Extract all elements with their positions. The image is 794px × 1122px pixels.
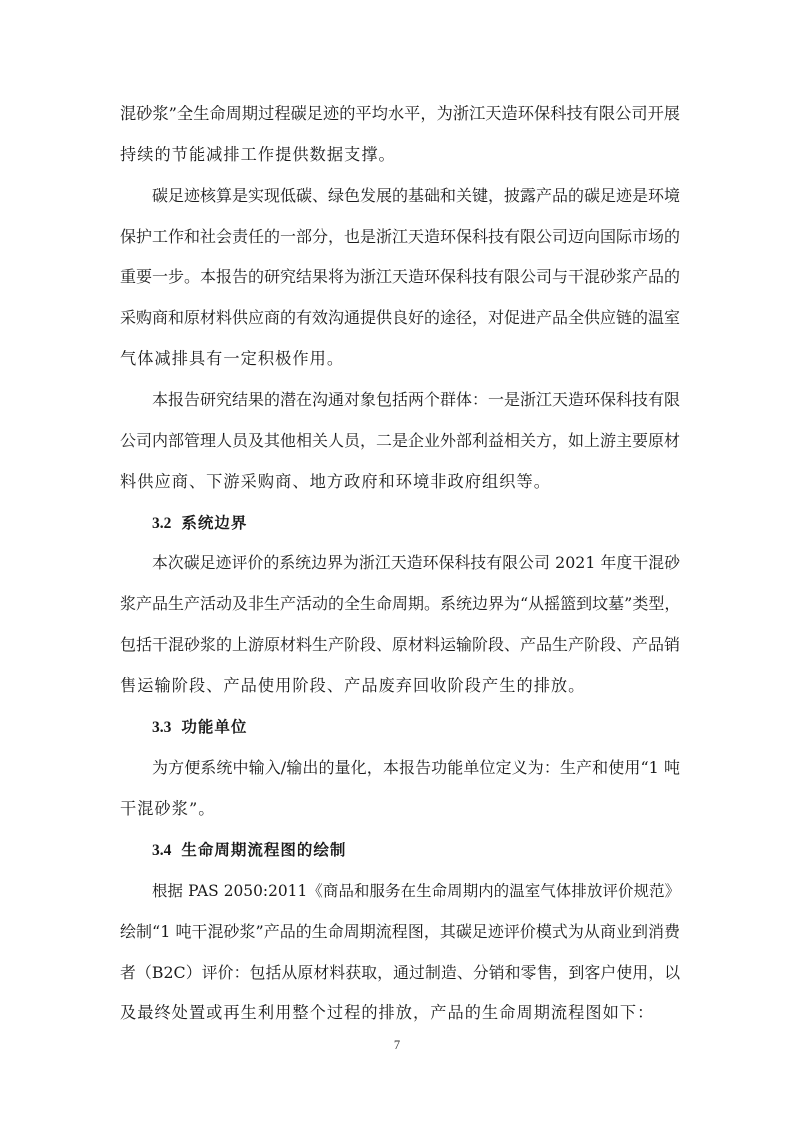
- section-3-2-number: 3.2: [152, 515, 172, 532]
- paragraph-3-line-1: 本报告研究结果的潜在沟通对象包括两个群体：一是浙江天造环保科技有限: [152, 390, 681, 409]
- section-3-3-line-1: 为方便系统中输入/输出的量化，本报告功能单位定义为：生产和使用“1 吨: [152, 758, 680, 777]
- section-3-2-heading: [152, 513, 247, 534]
- section-3-2-line-4: 售运输阶段、产品使用阶段、产品废弃回收阶段产生的排放。: [120, 676, 586, 695]
- section-3-4-number: 3.4: [152, 842, 172, 859]
- paragraph-2-line-5: 气体减排具有一定积极作用。: [120, 349, 345, 368]
- paragraph-2-line-4: 采购商和原材料供应商的有效沟通提供良好的途径，对促进产品全供应链的温室: [120, 308, 681, 327]
- section-3-2-line-1: 本次碳足迹评价的系统边界为浙江天造环保科技有限公司 2021 年度干混砂: [152, 553, 680, 572]
- paragraph-1-line-2: 持续的节能减排工作提供数据支撑。: [120, 145, 396, 164]
- paragraph-3-line-2: 公司内部管理人员及其他相关人员，二是企业外部利益相关方，如上游主要原材: [120, 431, 681, 450]
- paragraph-2-line-2: 保护工作和社会责任的一部分，也是浙江天造环保科技有限公司迈向国际市场的: [120, 227, 681, 246]
- page-number: 7: [393, 1038, 401, 1052]
- section-3-3-line-2: 干混砂浆”。: [120, 799, 216, 818]
- paragraph-2-line-3: 重要一步。本报告的研究结果将为浙江天造环保科技有限公司与干混砂浆产品的: [120, 267, 681, 286]
- paragraph-2-line-1: 碳足迹核算是实现低碳、绿色发展的基础和关键，披露产品的碳足迹是环境: [152, 186, 681, 205]
- paragraph-1-line-1: 混砂浆”全生命周期过程碳足迹的平均水平，为浙江天造环保科技有限公司开展: [120, 104, 680, 123]
- section-3-4-line-4: 及最终处置或再生利用整个过程的排放，产品的生命周期流程图如下：: [120, 1003, 655, 1022]
- section-3-4-line-3: 者（B2C）评价：包括从原材料获取，通过制造、分销和零售，到客户使用，以: [120, 963, 680, 982]
- section-3-3-number: 3.3: [152, 719, 172, 736]
- section-3-2-line-3: 包括干混砂浆的上游原材料生产阶段、原材料运输阶段、产品生产阶段、产品销: [120, 635, 681, 654]
- section-3-4-line-2: 绘制“1 吨干混砂浆”产品的生命周期流程图，其碳足迹评价模式为从商业到消费: [120, 922, 680, 941]
- section-3-3-heading: [152, 717, 247, 738]
- section-3-2-line-2: 浆产品生产活动及非生产活动的全生命周期。系统边界为“从摇篮到坟墓”类型，: [120, 594, 681, 613]
- section-3-4-heading: [152, 840, 346, 861]
- section-3-4-line-1: 根据 PAS 2050:2011《商品和服务在生命周期内的温室气体排放评价规范》: [152, 882, 680, 900]
- section-3-4-title: 生命周期流程图的绘制: [181, 841, 347, 859]
- section-3-2-title: 系统边界: [181, 514, 248, 532]
- paragraph-3-line-3: 料供应商、下游采购商、地方政府和环境非政府组织等。: [120, 472, 551, 491]
- section-3-3-title: 功能单位: [181, 718, 248, 736]
